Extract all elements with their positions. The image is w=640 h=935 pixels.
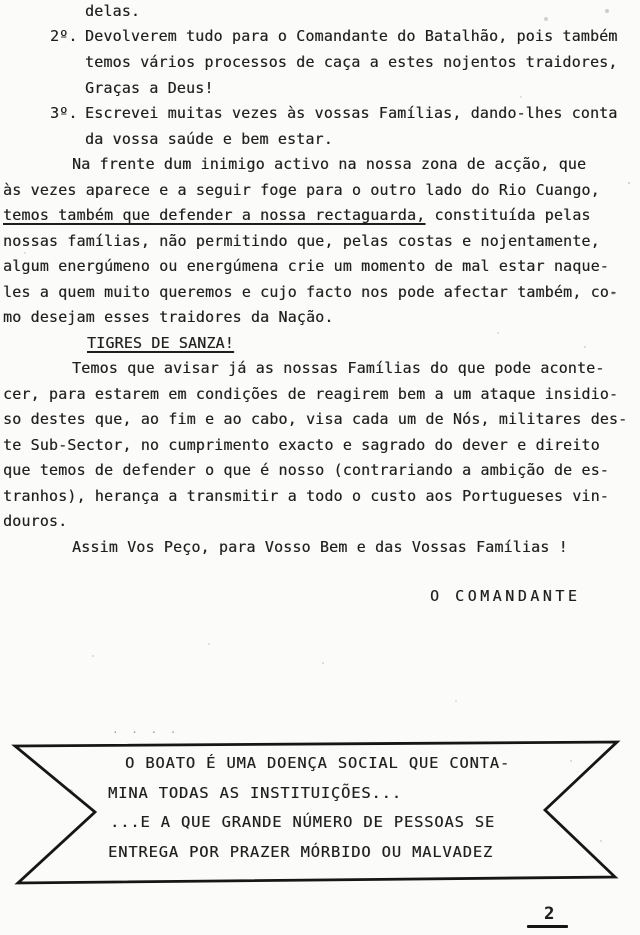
banner-line: ...E A QUE GRANDE NÚMERO DE PESSOAS SE: [110, 813, 496, 831]
banner-line: MINA TODAS AS INSTITUIÇÕES...: [108, 784, 402, 802]
page-number-underline: [527, 925, 568, 928]
closing-line: Assim Vos Peço, para Vosso Bem e das Vossas Famílias !: [72, 538, 568, 556]
underlined-phrase: temos também que defender a nossa rectaguarda,: [3, 206, 426, 224]
body-line: Escrevei muitas vezes às vossas Famílias, dando-lhes conta: [85, 104, 618, 122]
body-line: às vezes aparece e a seguir foge para o outro lado do Rio Cuango,: [3, 181, 600, 199]
body-line: tranhos), herança a transmitir a todo o custo aos Portugueses vin-: [3, 487, 609, 505]
body-line: que temos de defender o que é nosso (contrariando a ambição de es-: [3, 461, 609, 479]
body-line: Na frente dum inimigo activo na nossa zona de acção, que: [72, 155, 587, 173]
body-line: Graças a Deus!: [85, 79, 214, 97]
list-marker-3: 3º.: [50, 104, 78, 122]
body-line: so destes que, ao fim e ao cabo, visa cada um de Nós, militares des-: [3, 410, 628, 428]
body-line: cer, para estarem em condições de reagirem bem a um ataque insidio-: [3, 385, 619, 403]
body-line: te Sub-Sector, no cumprimento exacto e sagrado do dever e direito: [3, 436, 600, 454]
body-line: les a quem muito queremos e cujo facto nos pode afectar também, co-: [3, 283, 619, 301]
stray-dots: . . . .: [112, 723, 180, 736]
body-line-rest: constituída pelas: [425, 206, 591, 224]
body-line: douros.: [3, 512, 68, 530]
body-line: da vossa saúde e bem estar.: [85, 130, 333, 148]
banner-line: ENTREGA POR PRAZER MÓRBIDO OU MALVADEZ: [108, 843, 494, 861]
body-line-continuation: delas.: [85, 2, 141, 20]
body-line: nossas famílias, não permitindo que, pelas costas e nojentamente,: [3, 232, 600, 250]
list-marker-2: 2º.: [50, 27, 78, 45]
body-line: algum energúmeno ou energúmena crie um momento de mal estar naque-: [3, 257, 609, 275]
body-line: Devolverem tudo para o Comandante do Batalhão, pois também: [85, 27, 618, 45]
signature: O COMANDANTE: [430, 587, 581, 605]
body-line: Temos que avisar já as nossas Famílias do que pode aconte-: [72, 359, 605, 377]
banner-line: O BOATO É UMA DOENÇA SOCIAL QUE CONTA-: [125, 754, 511, 772]
page-number: 2: [544, 904, 555, 924]
section-heading: TIGRES DE SANZA!: [87, 334, 234, 352]
body-line: mo desejam esses traidores da Nação.: [3, 308, 334, 326]
body-line: temos vários processos de caça a estes nojentos traidores,: [85, 53, 618, 71]
